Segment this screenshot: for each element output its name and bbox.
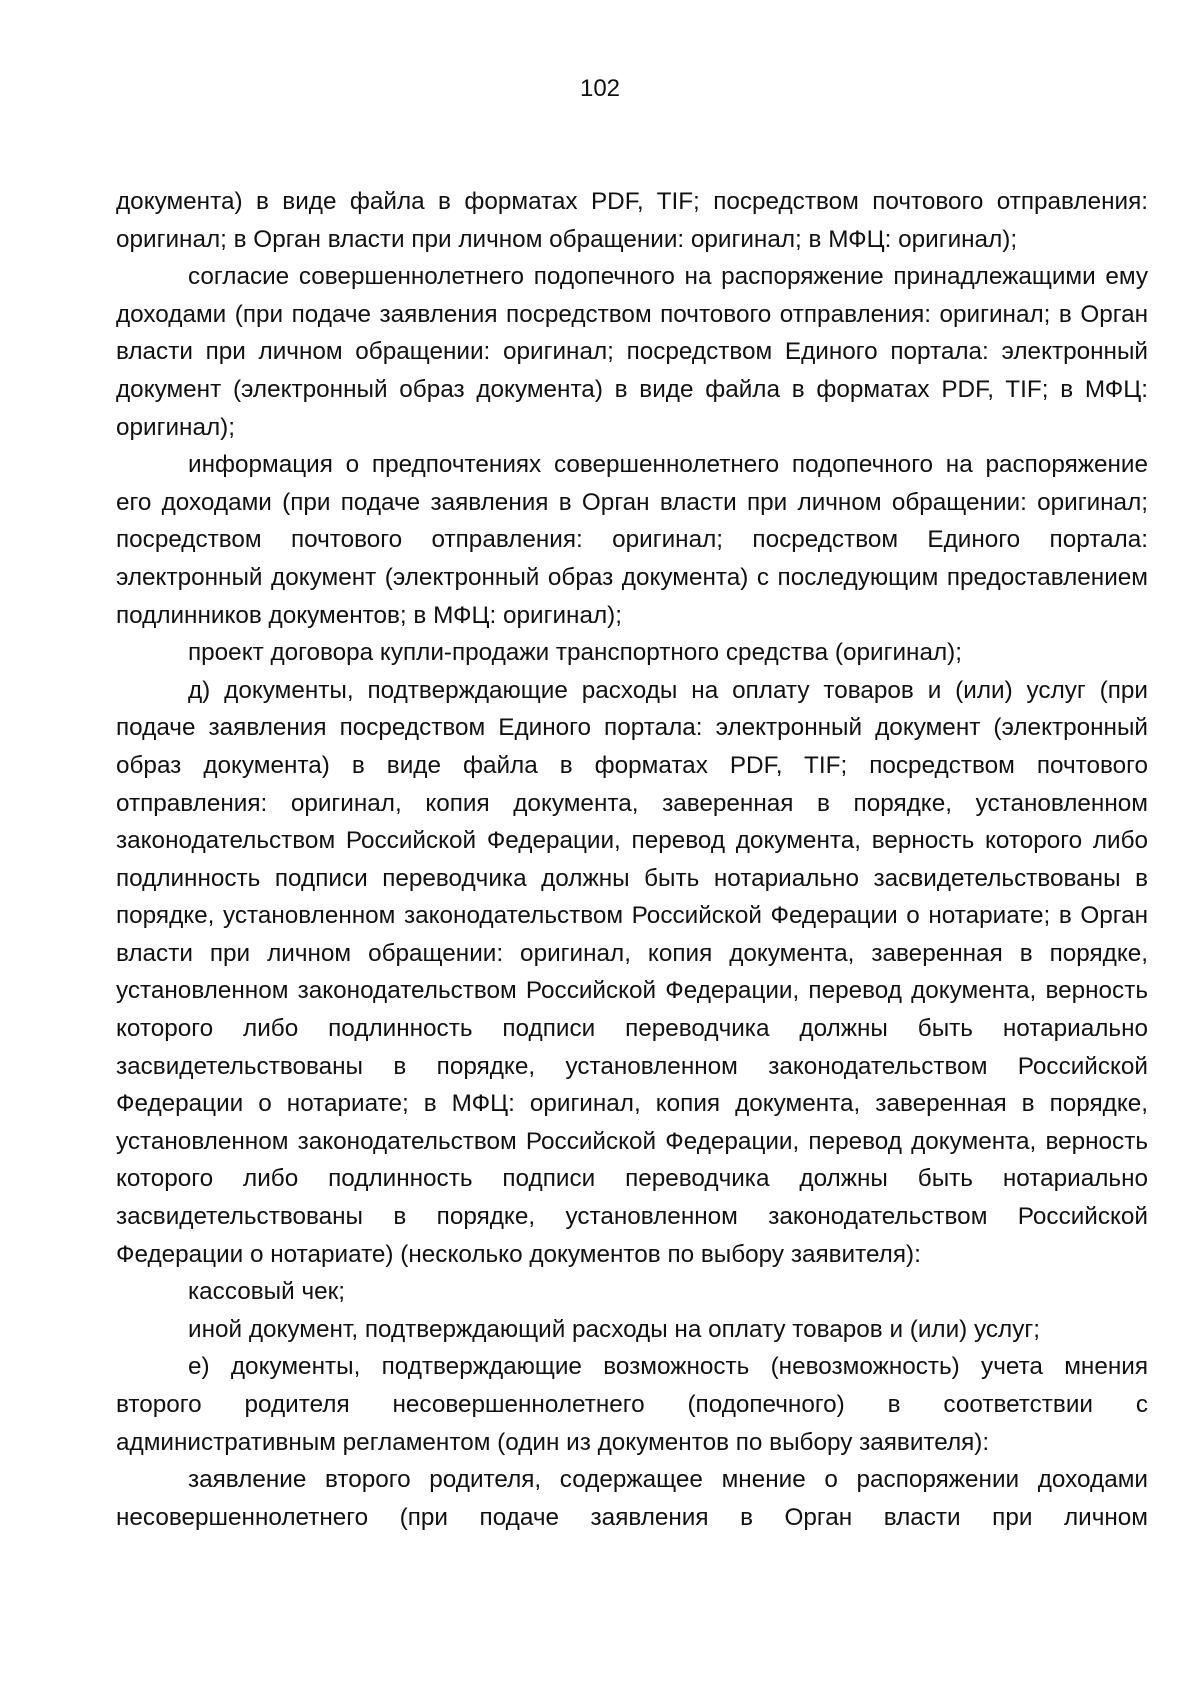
- paragraph-second-parent-opinion: е) документы, подтверждающие возможность (невозможность) учета мнения второго родителя несовершеннолетнего (подопечного) в соответствии с административным регламентом (один из документов по выбору заявителя):: [116, 1353, 1148, 1456]
- paragraph-consent: согласие совершеннолетнего подопечного на распоряжение принадлежащими ему доходами (при подаче заявления посредством почтового отправления: оригинал; в Орган власти при личном обращении: оригинал; посредством Единого портала: электронный документ (электронный образ документа) в виде файла в форматах PDF, TIF; в МФЦ: оригинал);: [116, 263, 1148, 441]
- paragraph-preferences-info: информация о предпочтениях совершеннолетнего подопечного на распоряжение его доходами (при подаче заявления в Орган власти при личном обращении: оригинал; посредством почтового отправления: оригинал; посредством Единого портала: электронный документ (электронный образ документа) с последующим предоставлением подлинников документов; в МФЦ: оригинал);: [116, 451, 1148, 629]
- paragraph-continuation: документа) в виде файла в форматах PDF, TIF; посредством почтового отправления: оригинал; в Орган власти при личном обращении: оригинал; в МФЦ: оригинал);: [116, 188, 1148, 253]
- paragraph-second-parent-statement: заявление второго родителя, содержащее мнение о распоряжении доходами несовершеннолетнего (при подаче заявления в Орган власти при личном: [116, 1466, 1148, 1531]
- paragraph-contract-draft: проект договора купли-продажи транспортного средства (оригинал);: [188, 639, 962, 667]
- paragraph-cash-receipt: кассовый чек;: [188, 1278, 346, 1306]
- paragraph-expense-documents: д) документы, подтверждающие расходы на оплату товаров и (или) услуг (при подаче заявления посредством Единого портала: электронный документ (электронный образ документа) в виде файла в форматах PDF, TIF; посредством почтового отправления: оригинал, копия документа, заверенная в порядке, установленном законодательством Российской Федерации, перевод документа, верность которого либо подлинность подписи переводчика должны быть нотариально засвидетельствованы в порядке, установленном законодательством Российской Федерации о нотариате; в Орган власти при личном обращении: оригинал, копия документа, заверенная в порядке, установленном законодательством Российской Федерации, перевод документа, верность которого либо подлинность подписи переводчика должны быть нотариально засвидетельствованы в порядке, установленном законодательством Российской Федерации о нотариате; в МФЦ: оригинал, копия документа, заверенная в порядке, установленном законодательством Российской Федерации, перевод документа, верность которого либо подлинность подписи переводчика должны быть нотариально засвидетельствованы в порядке, установленном законодательством Российской Федерации о нотариате) (несколько документов по выбору заявителя):: [116, 676, 1148, 1268]
- page-number: 102: [579, 75, 621, 102]
- paragraph-other-document: иной документ, подтверждающий расходы на оплату товаров и (или) услуг;: [188, 1315, 1040, 1343]
- document-body: [116, 183, 1148, 1536]
